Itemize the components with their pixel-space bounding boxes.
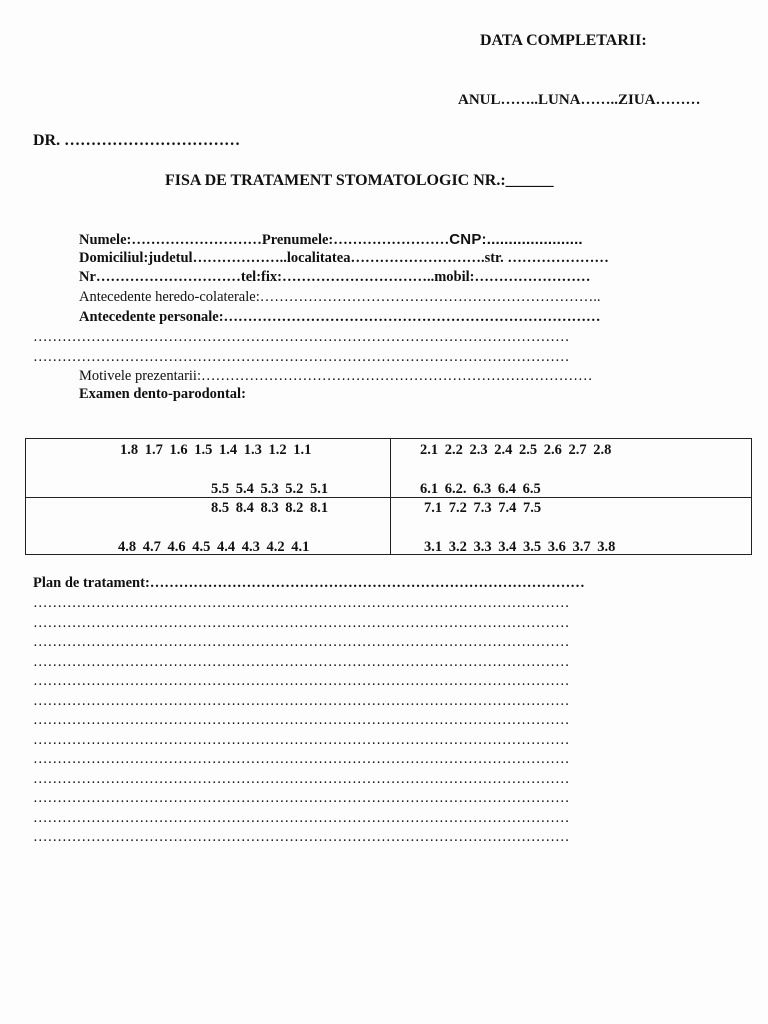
plan-line: …………………………………………………………………………………………………: [33, 595, 570, 611]
plan-line: …………………………………………………………………………………………………: [33, 809, 570, 826]
plan-line: …………………………………………………………………………………………………: [33, 731, 570, 748]
domiciliu-field: Domiciliul:judetul………………..localitatea……………………….str. …………………: [79, 250, 609, 266]
teeth-lower-right-permanent: 4.8 4.7 4.6 4.5 4.4 4.3 4.2 4.1: [118, 539, 310, 555]
document-title: FISA DE TRATAMENT STOMATOLOGIC NR.:______: [165, 172, 554, 189]
plan-line: …………………………………………………………………………………………………: [33, 790, 570, 806]
teeth-lower-left-temporary: 7.1 7.2 7.3 7.4 7.5: [424, 500, 542, 516]
plan-line: …………………………………………………………………………………………………: [33, 829, 570, 845]
date-fields: ANUL……..LUNA……..ZIUA………: [458, 92, 701, 108]
plan-de-tratament-label: Plan de tratament:………………………………………………………………………………: [33, 575, 585, 591]
phone-row-field: Nr…………………………tel:fix:…………………………..mobil:……………………: [79, 269, 591, 285]
motivele-prezentarii-field: Motivele prezentarii:………………………………………………………………………: [79, 368, 593, 384]
teeth-upper-right-temporary: 5.5 5.4 5.3 5.2 5.1: [211, 481, 329, 497]
plan-line: …………………………………………………………………………………………………: [33, 751, 570, 767]
plan-line: …………………………………………………………………………………………………: [33, 692, 570, 709]
antecedente-personale-field: Antecedente personale:……………………………………………………………………: [79, 309, 601, 325]
dental-chart: [25, 438, 752, 555]
patient-name-row: [79, 231, 583, 249]
data-completarii-label: DATA COMPLETARII:: [480, 32, 647, 49]
teeth-lower-right-temporary: 8.5 8.4 8.3 8.2 8.1: [211, 500, 329, 516]
cnp-field: CNP:......................: [449, 231, 583, 248]
teeth-upper-left-temporary: 6.1 6.2. 6.3 6.4 6.5: [420, 481, 541, 497]
teeth-upper-left-permanent: 2.1 2.2 2.3 2.4 2.5 2.6 2.7 2.8: [420, 442, 612, 458]
dotted-line: …………………………………………………………………………………………………: [33, 329, 570, 345]
teeth-upper-right-permanent: 1.8 1.7 1.6 1.5 1.4 1.3 1.2 1.1: [120, 442, 312, 458]
plan-line: …………………………………………………………………………………………………: [33, 712, 570, 728]
plan-line: …………………………………………………………………………………………………: [33, 653, 570, 670]
plan-lines: [33, 594, 570, 848]
plan-line: …………………………………………………………………………………………………: [33, 673, 570, 689]
teeth-lower-left-permanent: 3.1 3.2 3.3 3.4 3.5 3.6 3.7 3.8: [424, 539, 616, 555]
doctor-field: DR. ……………………………: [33, 132, 241, 149]
numele-field: Numele:………………………: [79, 232, 262, 248]
plan-line: …………………………………………………………………………………………………: [33, 614, 570, 631]
plan-line: …………………………………………………………………………………………………: [33, 634, 570, 650]
chart-horizontal-divider: [26, 497, 751, 498]
plan-line: …………………………………………………………………………………………………: [33, 770, 570, 787]
examen-heading: Examen dento-parodontal:: [79, 386, 246, 402]
dotted-line: …………………………………………………………………………………………………: [33, 349, 570, 365]
prenumele-field: Prenumele:……………………: [261, 232, 450, 248]
heredo-colaterale-field: Antecedente heredo-colaterale:……………………………………………………………..: [79, 289, 601, 305]
